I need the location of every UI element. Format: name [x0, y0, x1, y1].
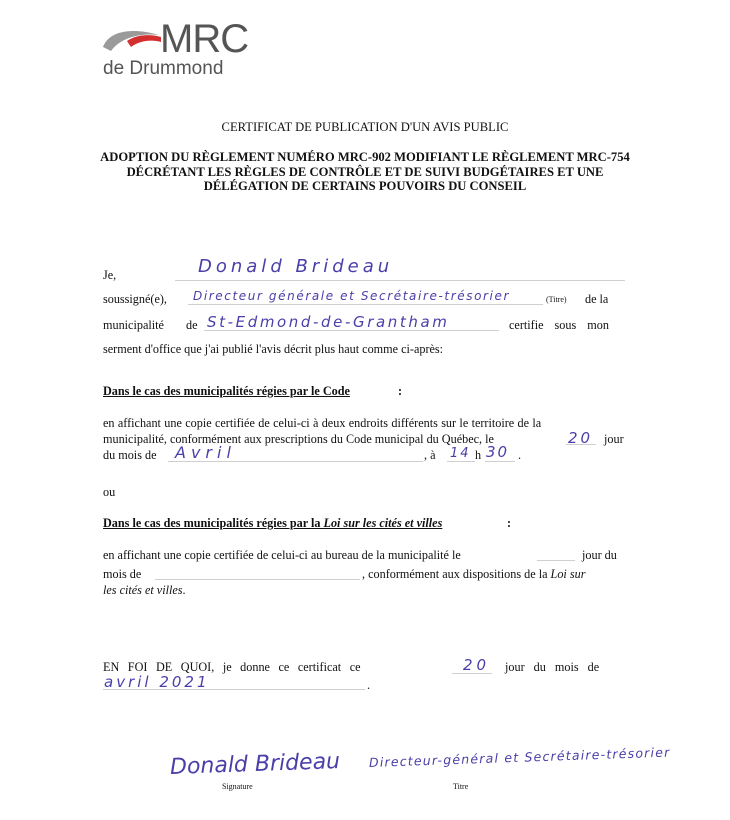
code-period: .	[518, 448, 522, 462]
loi-line2-mid	[362, 567, 585, 582]
code-line2: municipalité, conformément aux prescriptions du Code municipal du Québec, le	[103, 432, 494, 446]
code-minutes-handwritten: 30	[486, 443, 510, 461]
signature-handwritten: Donald Brideau	[169, 749, 341, 780]
loi-month-line	[155, 579, 360, 580]
section-loi-heading-text: Dans le cas des municipalités régies par la	[103, 516, 321, 530]
je-label: Je,	[103, 268, 117, 282]
serment-text: serment d'office que j'ai publié l'avis décrit plus haut comme ci-après:	[103, 342, 444, 356]
ou-text: ou	[103, 485, 116, 499]
section-loi-heading-italic: Loi sur les cités et villes	[323, 516, 443, 530]
soussigne-label: soussigné(e),	[103, 292, 167, 306]
logo-mrc: MRC	[160, 17, 249, 61]
title-signature-handwritten: Directeur-général et Secrétaire-trésorier	[368, 744, 671, 770]
titre-label: Titre	[453, 782, 469, 791]
code-hour-line	[447, 461, 475, 462]
section-code-heading-text: Dans le cas des municipalités régies par le Code	[103, 384, 350, 398]
title-line	[188, 304, 543, 305]
section-code-colon: :	[398, 384, 403, 398]
title-handwritten: Directeur générale et Secrétaire-trésorier	[193, 289, 510, 303]
section-code-heading	[103, 384, 350, 399]
code-h-label: h	[475, 448, 482, 462]
document-subtitle: ADOPTION DU RÈGLEMENT NUMÉRO MRC-902 MODIFIANT LE RÈGLEMENT MRC-754 DÉCRÉTANT LES RÈGLES DE CONTRÔLE ET DE SUIVI BUDGÉTAIRES ET UNE DÉLÉGATION DE CERTAINS POUVOIRS DU CONSEIL	[100, 150, 630, 193]
section-loi-heading	[103, 516, 442, 531]
mrc-logo-swoosh	[101, 25, 163, 55]
loi-line1: en affichant une copie certifiée de celui-ci au bureau de la municipalité le	[103, 548, 461, 562]
code-line1: en affichant une copie certifiée de celui-ci à deux endroits différents sur le territoire de la	[103, 416, 542, 430]
en-foi-jour: jour du mois de	[505, 660, 600, 674]
loi-line2-start: mois de	[103, 567, 142, 581]
en-foi-day-handwritten: 20	[463, 656, 491, 674]
logo-sub: de Drummond	[103, 58, 224, 79]
de-label: de	[186, 318, 198, 332]
loi-line2-italic: Loi sur	[550, 567, 586, 581]
titre-tag: (Titre)	[546, 295, 567, 304]
en-foi-text: EN FOI DE QUOI, je donne ce certificat ce	[103, 660, 361, 674]
code-day-handwritten: 20	[568, 429, 594, 447]
en-foi-period: .	[367, 678, 371, 692]
loi-day-line	[537, 560, 575, 561]
code-jour: jour	[604, 432, 624, 446]
loi-line2-mid-text: , conformément aux dispositions de la	[362, 567, 548, 581]
de-la-label: de la	[585, 292, 609, 306]
certifie-label: certifie sous mon	[509, 318, 609, 332]
signature-label: Signature	[222, 782, 253, 791]
loi-line1-end: jour du	[582, 548, 617, 562]
name-handwritten: Donald Brideau	[198, 256, 394, 277]
code-mois-label: du mois de	[103, 448, 157, 462]
loi-line3-end: .	[182, 583, 186, 597]
section-loi-colon: :	[507, 516, 512, 530]
code-month-handwritten: Avril	[175, 443, 236, 462]
loi-line3-italic: les cités et villes	[103, 583, 183, 597]
code-a-label: , à	[424, 448, 436, 462]
name-line	[175, 280, 625, 281]
municipality-handwritten: St-Edmond-de-Grantham	[207, 313, 450, 331]
en-foi-month-handwritten: avril 2021	[104, 673, 210, 691]
code-hour-handwritten: 14	[450, 446, 471, 461]
code-minutes-line	[485, 461, 515, 462]
loi-line3	[103, 583, 186, 598]
document-title: CERTIFICAT DE PUBLICATION D'UN AVIS PUBLIC	[221, 120, 509, 134]
municipalite-label: municipalité	[103, 318, 164, 332]
